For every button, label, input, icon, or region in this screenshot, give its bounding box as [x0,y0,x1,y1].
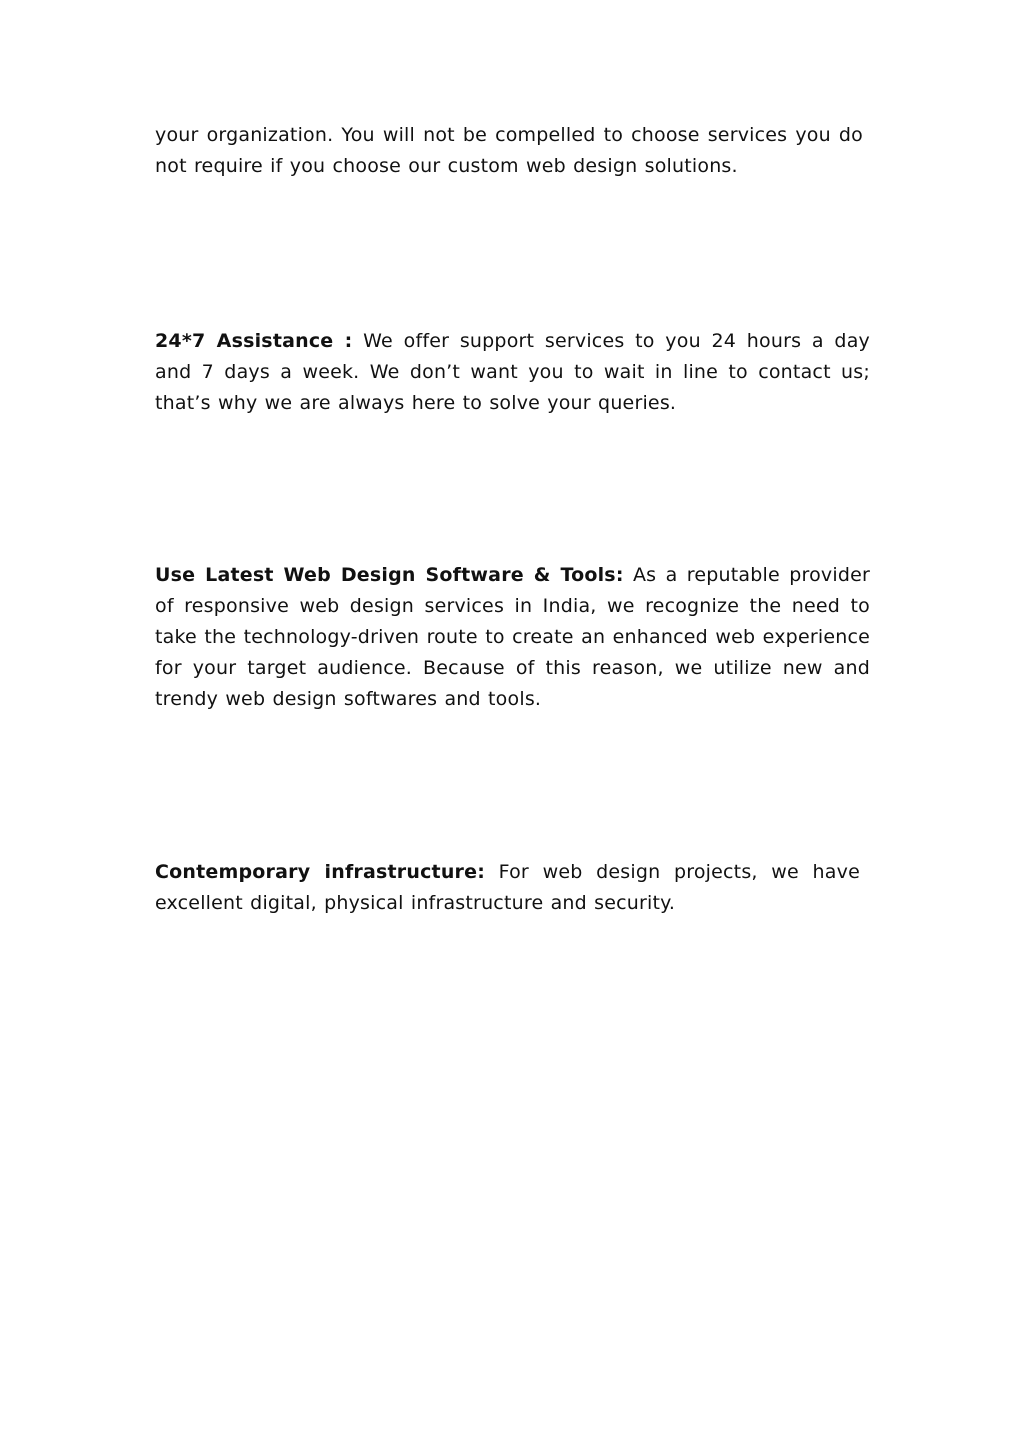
paragraph-infrastructure [155,857,860,919]
paragraph-body: your organization. You will not be compelled to choose services you do not require if you choose our custom web design solutions. [155,124,863,177]
paragraph-heading: Contemporary infrastructure: [155,861,486,883]
paragraph-software-tools [155,560,870,715]
paragraph-custom-solutions [155,120,863,182]
paragraph-body: As a reputable provider of responsive web design services in India, we recognize the need to take the technology-driven route to create an enhanced web experience for your target audience. Because of this reason, we utilize new and trendy web design softwares and tools. [155,564,870,710]
paragraph-body: For web design projects, we have excellent digital, physical infrastructure and security. [155,861,860,914]
paragraph-assistance [155,326,870,419]
paragraph-heading: 24*7 Assistance : [155,330,353,352]
paragraph-heading: Use Latest Web Design Software & Tools: [155,564,624,586]
paragraph-body: We offer support services to you 24 hours a day and 7 days a week. We don’t want you to wait in line to contact us; that’s why we are always here to solve your queries. [155,330,870,414]
